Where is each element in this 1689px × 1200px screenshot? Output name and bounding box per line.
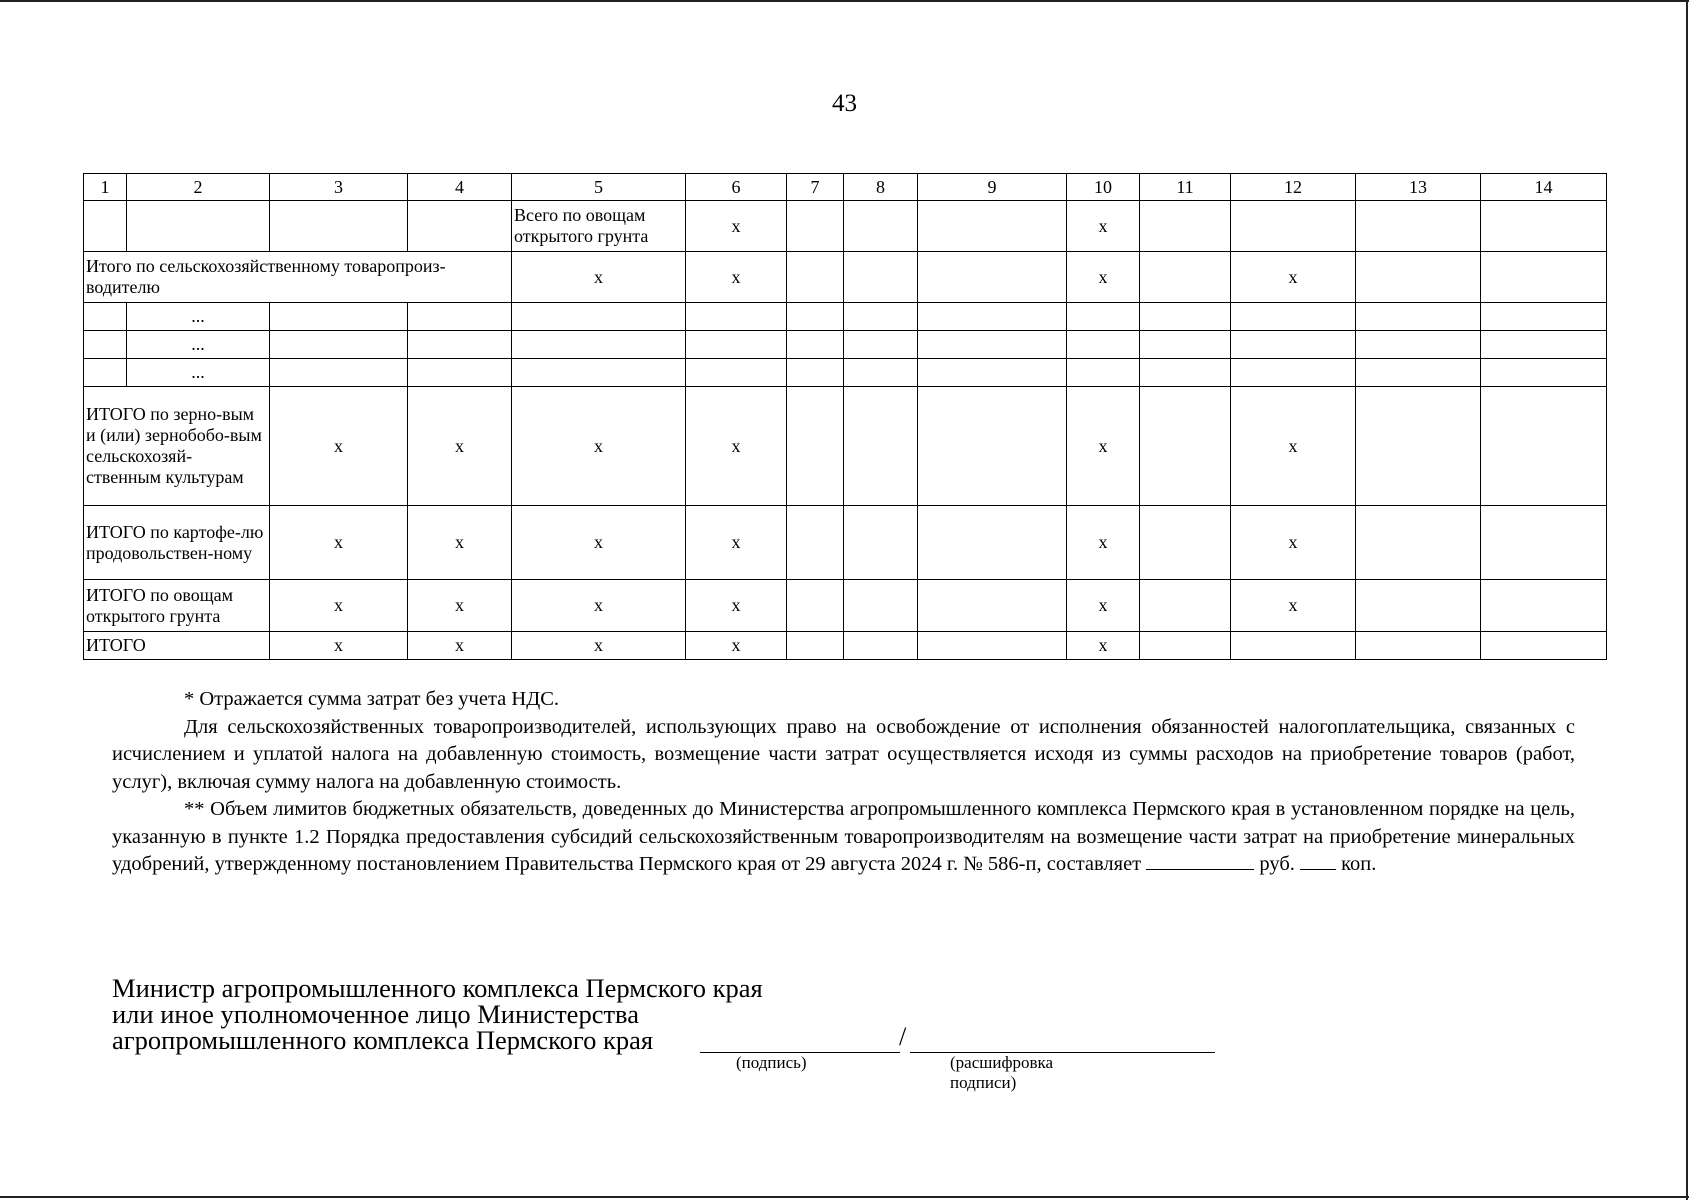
table-row-grand-total	[84, 632, 1607, 660]
header-col-5: 5	[512, 174, 686, 201]
cell-mark: х	[270, 387, 408, 506]
cell-grand-total-label: ИТОГО	[84, 632, 270, 660]
table-cell	[408, 303, 512, 331]
table-cell	[686, 303, 787, 331]
kop-label: коп.	[1341, 853, 1377, 875]
table-cell	[844, 387, 918, 506]
cell-mark: х	[686, 506, 787, 580]
table-cell	[918, 303, 1067, 331]
table-cell	[1481, 359, 1607, 387]
cell-mark: х	[686, 252, 787, 303]
signature-block	[112, 975, 763, 1053]
table-cell	[1140, 632, 1231, 660]
table-cell	[686, 331, 787, 359]
header-col-6: 6	[686, 174, 787, 201]
table-cell	[84, 331, 127, 359]
table-cell	[844, 331, 918, 359]
table-cell	[84, 359, 127, 387]
table-row-grain-total	[84, 387, 1607, 506]
table-cell	[918, 201, 1067, 252]
header-col-3: 3	[270, 174, 408, 201]
table-row-producer-total	[84, 252, 1607, 303]
footnote-vat: * Отражается сумма затрат без учета НДС.	[184, 688, 559, 710]
cell-mark: х	[686, 632, 787, 660]
table-cell	[787, 580, 844, 632]
signature-separator: /	[899, 1022, 907, 1051]
cell-mark: х	[512, 387, 686, 506]
table-cell	[408, 201, 512, 252]
table-cell	[1481, 201, 1607, 252]
footnote-budget-limits	[112, 796, 1575, 879]
cell-mark: х	[686, 387, 787, 506]
table-cell	[1481, 580, 1607, 632]
table-cell	[1356, 331, 1481, 359]
cell-mark: х	[1231, 506, 1356, 580]
cell-mark: х	[1067, 632, 1140, 660]
header-col-8: 8	[844, 174, 918, 201]
cell-mark: х	[1067, 252, 1140, 303]
cell-mark: х	[1067, 580, 1140, 632]
signature-decoding-line	[910, 1022, 1215, 1053]
header-col-9: 9	[918, 174, 1067, 201]
cell-vegetables-total-label: ИТОГО по овощам открытого грунта	[84, 580, 270, 632]
table-cell	[127, 201, 270, 252]
table-cell	[1356, 580, 1481, 632]
table-cell	[1356, 252, 1481, 303]
table-cell	[787, 387, 844, 506]
table-cell	[918, 331, 1067, 359]
cell-ellipsis: ...	[127, 331, 270, 359]
table-cell	[918, 506, 1067, 580]
cell-producer-total-label: Итого по сельскохозяйственному товаропроиз-водителю	[84, 252, 512, 303]
header-col-12: 12	[1231, 174, 1356, 201]
table-cell	[84, 303, 127, 331]
table-cell	[1356, 387, 1481, 506]
table-cell	[844, 359, 918, 387]
table-cell	[1140, 252, 1231, 303]
table-cell	[844, 580, 918, 632]
table-cell	[1481, 632, 1607, 660]
table-cell	[787, 252, 844, 303]
rub-blank-field	[1146, 851, 1254, 870]
table-cell	[844, 632, 918, 660]
cell-mark: х	[270, 580, 408, 632]
cell-mark: х	[512, 506, 686, 580]
table-cell	[1067, 303, 1140, 331]
footnote-vat-detail: Для сельскохозяйственных товаропроизводителей, использующих право на освобождение от исполнения обязанностей налогоплательщика, связанных с исчислением и уплатой налога на добавленную стоимость, возмещение части затрат осуществляется исходя из суммы расходов на приобретение товаров (работ, услуг), включая сумму налога на добавленную стоимость.	[112, 715, 1575, 793]
rub-label: руб.	[1259, 853, 1295, 875]
table-cell	[270, 303, 408, 331]
table-cell	[918, 632, 1067, 660]
table-row-ellipsis	[84, 359, 1607, 387]
table-cell	[1140, 506, 1231, 580]
cell-vegetables-subtotal-label: Всего по овощам открытого грунта	[512, 201, 686, 252]
table-cell	[408, 331, 512, 359]
table-cell	[1231, 632, 1356, 660]
cell-mark: х	[270, 506, 408, 580]
table-cell	[270, 201, 408, 252]
table-cell	[1356, 201, 1481, 252]
table-row-vegetables-subtotal	[84, 201, 1607, 252]
page-number: 43	[832, 90, 857, 117]
cell-mark: х	[408, 506, 512, 580]
cell-mark: х	[1231, 252, 1356, 303]
scan-frame-bottom	[0, 1196, 1689, 1198]
table-cell	[844, 252, 918, 303]
signatory-line-3: агропромышленного комплекса Пермского края	[112, 1025, 654, 1055]
table-cell	[512, 303, 686, 331]
cell-ellipsis: ...	[127, 359, 270, 387]
table-cell	[787, 331, 844, 359]
table-cell	[1067, 331, 1140, 359]
table-cell	[787, 506, 844, 580]
footnotes	[112, 686, 1575, 879]
table-cell	[1140, 331, 1231, 359]
cell-mark: х	[1231, 387, 1356, 506]
cell-mark: х	[270, 632, 408, 660]
table-row-ellipsis	[84, 303, 1607, 331]
table-cell	[1140, 580, 1231, 632]
signature-caption: (подпись)	[736, 1053, 807, 1072]
table-cell	[512, 331, 686, 359]
table-cell	[844, 201, 918, 252]
cell-mark: х	[1231, 580, 1356, 632]
table-cell	[1140, 303, 1231, 331]
signatory-line-2: или иное уполномоченное лицо Министерства	[112, 999, 639, 1029]
table-cell	[1231, 201, 1356, 252]
table-cell	[1067, 359, 1140, 387]
table-header-row	[84, 174, 1607, 201]
header-col-2: 2	[127, 174, 270, 201]
table-cell	[270, 359, 408, 387]
table-cell	[512, 359, 686, 387]
header-col-11: 11	[1140, 174, 1231, 201]
header-col-14: 14	[1481, 174, 1607, 201]
header-col-10: 10	[1067, 174, 1140, 201]
table-cell	[1356, 359, 1481, 387]
cell-mark: х	[512, 580, 686, 632]
table-cell	[844, 303, 918, 331]
footnote-budget-text: ** Объем лимитов бюджетных обязательств, доведенных до Министерства агропромышленного комплекса Пермского края в установленном порядке на цель, указанную в пункте 1.2 Порядка предоставления субсидий сельскохозяйственным товаропроизводителям на возмещение части затрат на приобретение минеральных удобрений, утвержденному постановлением Правительства Пермского края от 29 августа 2024 г. № 586-п, составляет	[112, 798, 1575, 875]
table-row-ellipsis	[84, 331, 1607, 359]
table-cell	[787, 632, 844, 660]
cell-grain-total-label: ИТОГО по зерно-вым и (или) зернобобо-вым сельскохозяй-ственным культурам	[84, 387, 270, 506]
table-cell	[408, 359, 512, 387]
cell-mark: х	[512, 252, 686, 303]
table-cell	[1140, 359, 1231, 387]
table-cell	[1356, 632, 1481, 660]
table-cell	[787, 359, 844, 387]
table-cell	[1140, 201, 1231, 252]
table-cell	[1356, 506, 1481, 580]
header-col-1: 1	[84, 174, 127, 201]
kop-blank-field	[1300, 851, 1336, 870]
cell-ellipsis: ...	[127, 303, 270, 331]
cell-mark: х	[1067, 387, 1140, 506]
table-row-potato-total	[84, 506, 1607, 580]
header-col-4: 4	[408, 174, 512, 201]
table-cell	[1481, 387, 1607, 506]
signature-line	[700, 1022, 900, 1053]
table-cell	[1356, 303, 1481, 331]
cell-potato-total-label: ИТОГО по картофе-лю продовольствен-ному	[84, 506, 270, 580]
header-col-13: 13	[1356, 174, 1481, 201]
table-cell	[1481, 506, 1607, 580]
cell-mark: х	[408, 387, 512, 506]
table-cell	[787, 303, 844, 331]
cell-mark: х	[686, 201, 787, 252]
table-cell	[1481, 303, 1607, 331]
cell-mark: х	[512, 632, 686, 660]
table-cell	[918, 387, 1067, 506]
cell-mark: х	[1067, 201, 1140, 252]
table-cell	[84, 201, 127, 252]
table-cell	[918, 580, 1067, 632]
table-cell	[1231, 359, 1356, 387]
table-cell	[1140, 387, 1231, 506]
table-cell	[1231, 331, 1356, 359]
table-row-vegetables-total	[84, 580, 1607, 632]
signature-decoding-caption: (расшифровка подписи)	[950, 1053, 1054, 1092]
scan-frame-right	[1686, 0, 1688, 1200]
table-cell	[270, 331, 408, 359]
header-col-7: 7	[787, 174, 844, 201]
table-cell	[918, 252, 1067, 303]
cell-mark: х	[408, 632, 512, 660]
table-cell	[1231, 303, 1356, 331]
table-cell	[1481, 252, 1607, 303]
cell-mark: х	[686, 580, 787, 632]
table-cell	[686, 359, 787, 387]
cell-mark: х	[408, 580, 512, 632]
subsidy-calculation-table	[83, 173, 1607, 660]
table-cell	[1481, 331, 1607, 359]
cell-mark: х	[1067, 506, 1140, 580]
signatory-line-1: Министр агропромышленного комплекса Пермского края	[112, 973, 763, 1003]
table-cell	[918, 359, 1067, 387]
table-cell	[787, 201, 844, 252]
scan-frame-top	[0, 0, 1689, 2]
table-cell	[844, 506, 918, 580]
